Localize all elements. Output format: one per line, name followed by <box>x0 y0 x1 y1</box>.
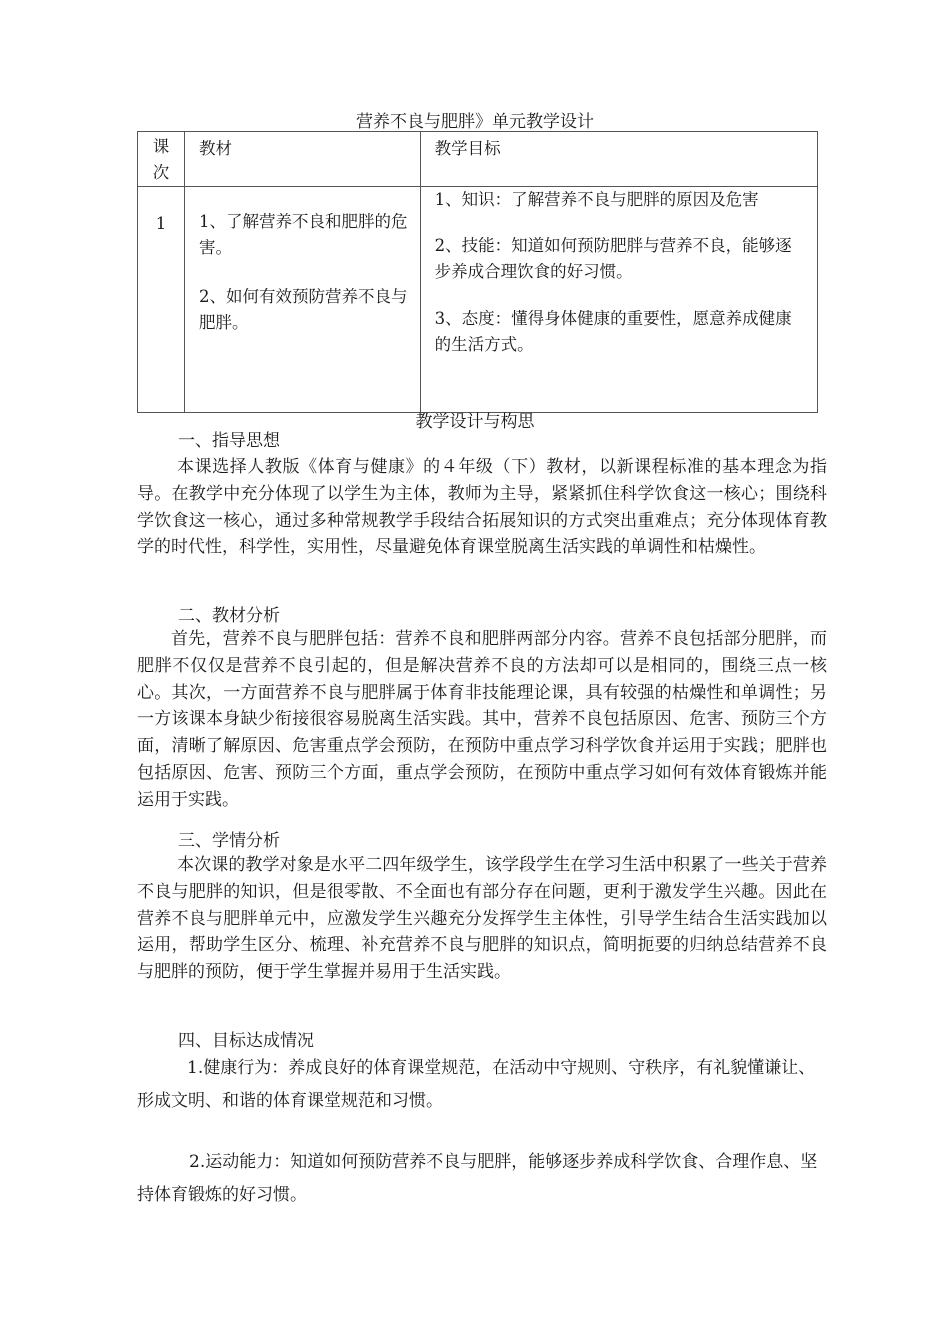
objective-item: 2、技能：知道如何预防肥胖与营养不良，能够逐步养成合理饮食的好习惯。 <box>434 236 792 281</box>
section-heading: 三、学情分析 <box>178 831 280 851</box>
goal-item: 1.健康行为：养成良好的体育课堂规范，在活动中守规则、守秩序，有礼貌懂谦让、形成文明、和谐的体育课堂规范和习惯。 <box>137 1058 816 1111</box>
material-item: 1、了解营养不良和肥胖的危害。 <box>198 212 408 257</box>
lesson-number: 1 <box>138 187 185 413</box>
section-heading: 二、教材分析 <box>178 606 280 626</box>
lesson-plan-table <box>137 131 818 413</box>
header-objectives: 教学目标 <box>420 132 817 187</box>
objective-item: 3、态度：懂得身体健康的重要性，愿意养成健康的生活方式。 <box>434 309 792 354</box>
material-item: 2、如何有效预防营养不良与肥胖。 <box>198 287 408 332</box>
table-header-row <box>138 132 818 187</box>
goal-item: 2.运动能力：知道如何预防营养不良与肥胖，能够逐步养成科学饮食、合理作息、坚持体育锻炼的好习惯。 <box>137 1152 818 1205</box>
materials-cell <box>184 187 420 413</box>
objectives-cell <box>420 187 817 413</box>
paragraph: 本次课的教学对象是水平二四年级学生，该学段学生在学习生活中积累了一些关于营养不良与肥胖的知识，但是很零散、不全面也有部分存在问题，更利于激发学生兴趣。因此在营养不良与肥胖单元中，应激发学生兴趣充分发挥学生主体性，引导学生结合生活实践加以运用，帮助学生区分、梳理、补充营养不良与肥胖的知识点，简明扼要的归纳总结营养不良与肥胖的预防，便于学生掌握并易用于生活实践。 <box>137 855 827 983</box>
section-body <box>137 454 827 561</box>
objective-item: 1、知识：了解营养不良与肥胖的原因及危害 <box>434 190 759 209</box>
section-body <box>137 626 827 814</box>
header-materials: 教材 <box>184 132 420 187</box>
section-heading: 四、目标达成情况 <box>178 1031 314 1051</box>
section-heading: 一、指导思想 <box>178 431 280 451</box>
section-body <box>137 852 827 986</box>
header-lesson: 课次 <box>138 132 185 187</box>
section-title: 教学设计与构思 <box>415 412 535 432</box>
table-row <box>138 187 818 413</box>
document-title: 营养不良与肥胖》单元教学设计 <box>356 112 594 132</box>
paragraph: 首先，营养不良与肥胖包括：营养不良和肥胖两部分内容。营养不良包括部分肥胖，而肥胖不仅仅是营养不良引起的，但是解决营养不良的方法却可以是相同的，围绕三点一核心。其次，一方面营养不良与肥胖属于体育非技能理论课，具有较强的枯燥性和单调性；另一方该课本身缺少衔接很容易脱离生活实践。其中，营养不良包括原因、危害、预防三个方面，清晰了解原因、危害重点学会预防，在预防中重点学习科学饮食并运用于实践；肥胖也包括原因、危害、预防三个方面，重点学会预防，在预防中重点学习如何有效体育锻炼并能运用于实践。 <box>137 629 827 810</box>
paragraph: 本课选择人教版《体育与健康》的４年级（下）教材，以新课程标准的基本理念为指导。在教学中充分体现了以学生为主体，教师为主导，紧紧抓住科学饮食这一核心；围绕科学饮食这一核心，通过多种常规教学手段结合拓展知识的方式突出重难点；充分体现体育教学的时代性，科学性，实用性，尽量避免体育课堂脱离生活实践的单调性和枯燥性。 <box>137 457 827 558</box>
